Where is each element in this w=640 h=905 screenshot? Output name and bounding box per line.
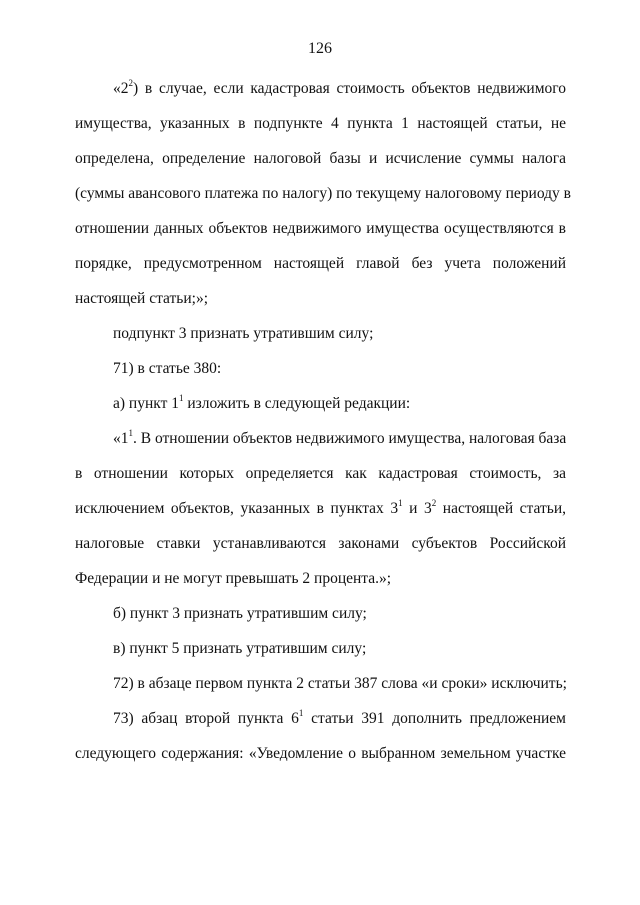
text-line: настоящей статьи;»; bbox=[75, 290, 209, 307]
text-line: «$1^1$. В отношении объектов недвижимого имущества, налоговая база bbox=[113, 427, 567, 447]
page-number: 126 bbox=[308, 40, 332, 57]
text-line: 73) абзац второй пункта $6^1$ статьи 391 дополнить предложением bbox=[113, 707, 566, 727]
text-line: порядке, предусмотренном настоящей главой без учета положений bbox=[75, 255, 566, 272]
text-line: а) пункт $1^1$ изложить в следующей редакции: bbox=[113, 392, 411, 412]
text-line: Федерации и не могут превышать 2 процента.»; bbox=[75, 570, 392, 587]
text-line: отношении данных объектов недвижимого имущества осуществляются в bbox=[75, 220, 566, 237]
text-line: следующего содержания: «Уведомление о выбранном земельном участке bbox=[75, 745, 566, 762]
text-line: определена, определение налоговой базы и исчисление суммы налога bbox=[75, 150, 566, 167]
text-line: в отношении которых определяется как кадастровая стоимость, за bbox=[75, 465, 566, 482]
text-line: «$2^2$) в случае, если кадастровая стоимость объектов недвижимого bbox=[113, 77, 566, 97]
text-line: б) пункт 3 признать утратившим силу; bbox=[113, 605, 367, 622]
text-line: (суммы авансового платежа по налогу) по текущему налоговому периоду в bbox=[75, 185, 571, 202]
text-line: имущества, указанных в подпункте 4 пункта 1 настоящей статьи, не bbox=[75, 115, 566, 132]
text-line: исключением объектов, указанных в пунктах $3^1$ и $3^2$ настоящей статьи, bbox=[75, 497, 566, 517]
text-line: налоговые ставки устанавливаются законами субъектов Российской bbox=[75, 535, 566, 552]
text-line: в) пункт 5 признать утратившим силу; bbox=[113, 640, 367, 657]
text-line: 71) в статье 380: bbox=[113, 360, 222, 377]
text-line: 72) в абзаце первом пункта 2 статьи 387 слова «и сроки» исключить; bbox=[113, 675, 567, 692]
text-line: подпункт 3 признать утратившим силу; bbox=[113, 325, 374, 342]
